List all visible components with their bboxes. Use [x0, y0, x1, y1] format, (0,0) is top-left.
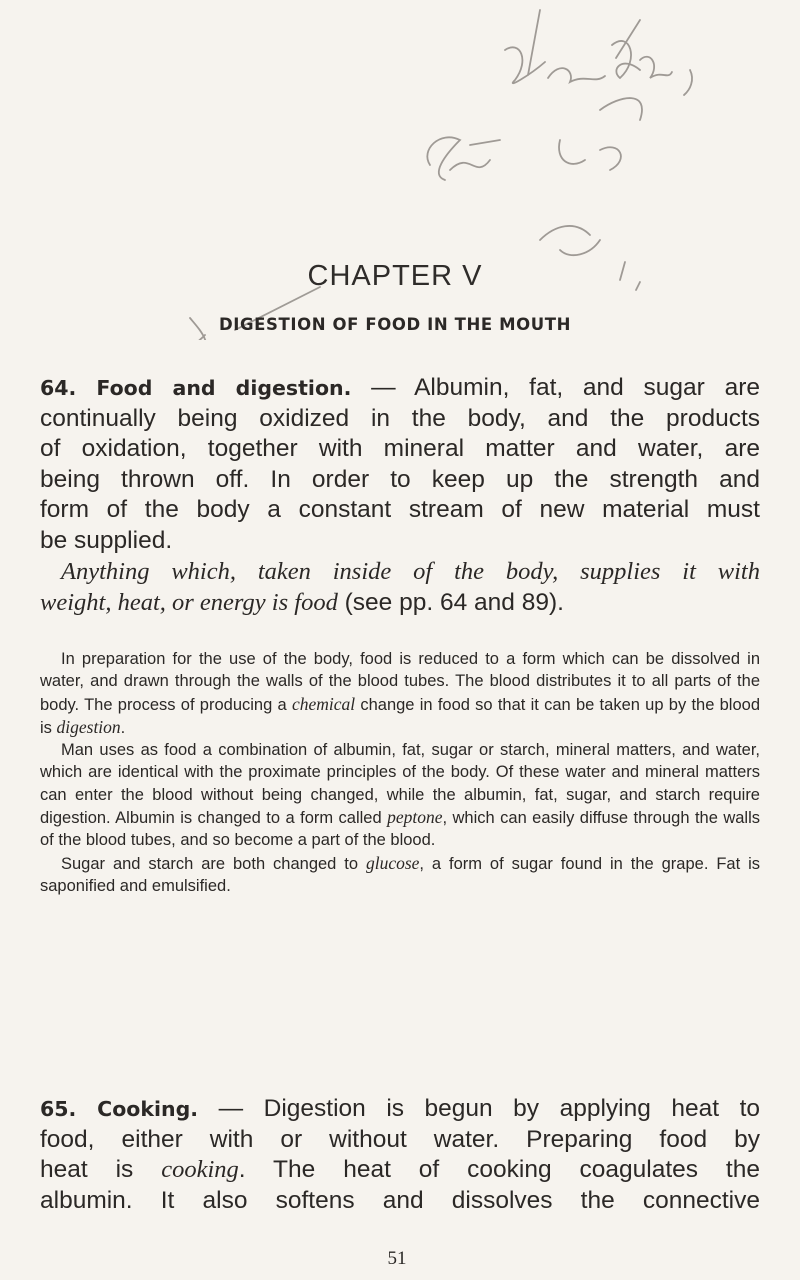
section-65-line-3a: heat is — [40, 1156, 162, 1183]
section-65-dash: — — [198, 1095, 264, 1122]
para1-text-b: change in food so that it can be taken up by the blood is — [40, 695, 760, 737]
para1-text-a: In preparation for the use of the body, food is reduced to a form which can be dissolved in water, and drawn through the walls of the blood tubes. The blood distributes it to all parts of the body. The process of producing a — [40, 650, 760, 714]
para1-text-c: . — [120, 718, 126, 737]
section-64-line-1: Albumin, fat, and sugar are — [414, 374, 760, 401]
para3-em-glucose: glucose — [365, 852, 420, 873]
section-65-heading: 65. Cooking. — [40, 1097, 199, 1121]
section-65-text — [40, 1094, 760, 1216]
chapter-title: CHAPTER V — [307, 260, 483, 292]
section-64-dash: — — [351, 374, 415, 401]
para2-em-peptone: peptone — [387, 807, 443, 828]
para3-text-a: Sugar and starch are both changed to — [61, 854, 366, 873]
section-64-line-6: be supplied. — [40, 526, 173, 554]
section-64-line-2: continually being oxidized in the body, and the products — [40, 404, 760, 432]
para2-text-b: , which can easily diffuse through the walls of the blood tubes, and so become a part of the blood. — [40, 809, 760, 850]
para1-em-chemical: chemical — [291, 693, 356, 714]
small-paragraph-2 — [40, 739, 760, 851]
section-64-line-3: of oxidation, together with mineral matter and water, are — [40, 435, 760, 462]
section-65-line-3 — [40, 1155, 760, 1186]
small-paragraph-1 — [40, 648, 760, 739]
section-65-line-2: food, either with or without water. Preparing food by — [40, 1125, 760, 1153]
section-65-first-line — [40, 1094, 760, 1125]
para2-text-a: Man uses as food a combination of albumin, fat, sugar or starch, mineral matters, and water, which are identical with the proximate principles of the body. Of these water and mineral matters can enter the blood without being changed, while the albumin, fat, sugar, and starch require digestion. Albumin is changed to a form called — [40, 741, 760, 828]
section-65-line-1: Digestion is begun by applying heat to — [263, 1095, 760, 1122]
section-65-line-4: albumin. It also softens and dissolves the connective — [40, 1186, 760, 1214]
definition-italic-2: weight, heat, or energy is food — [40, 589, 338, 616]
section-65-em-cooking: cooking — [161, 1156, 239, 1183]
section-64-text — [40, 373, 760, 556]
definition-italic-1: Anything which, taken inside of the body, supplies it with — [61, 558, 760, 585]
small-text-block — [40, 648, 760, 897]
para3-text-b: , a form of sugar found in the grape. Fat is saponified and emulsified. — [40, 854, 760, 895]
section-64-heading: 64. Food and digestion. — [40, 376, 352, 400]
definition-tail: (see pp. 64 and 89). — [337, 589, 564, 616]
section-64-line-4: being thrown off. In order to keep up the strength and — [40, 465, 760, 493]
section-65-line-3b: . The heat of cooking coagulates the — [238, 1156, 760, 1183]
page-number: 51 — [387, 1248, 407, 1269]
small-paragraph-3 — [40, 852, 760, 898]
section-64-first-line — [40, 373, 760, 404]
chapter-subtitle: DIGESTION OF FOOD IN THE MOUTH — [219, 315, 571, 334]
food-definition — [40, 556, 760, 618]
section-64-line-5: form of the body a constant stream of new material must — [40, 496, 760, 523]
para1-em-digestion: digestion — [56, 716, 121, 737]
